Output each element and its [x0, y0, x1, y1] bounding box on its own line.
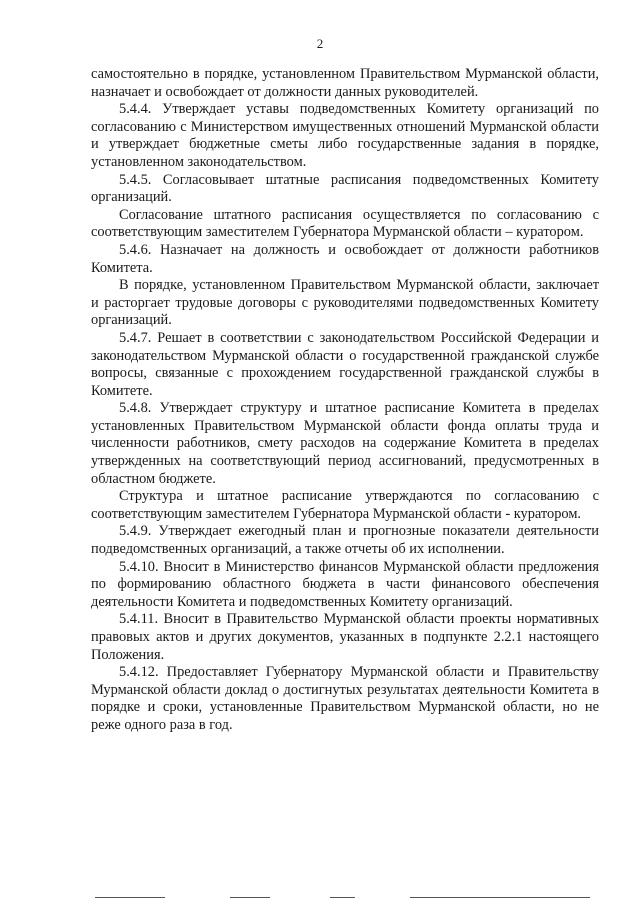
paragraph-continuation: самостоятельно в порядке, установленном Правительством Мурманской области, назначает и освобождает от должности данных руководителей. [91, 66, 599, 100]
paragraph-5-4-5: 5.4.5. Согласовывает штатные расписания подведомственных Комитету организаций. [91, 171, 599, 206]
paragraph-5-4-6-note: В порядке, установленном Правительством Мурманской области, заключает и расторгает трудовые договоры с руководителями подведомственных Комитету организаций. [91, 277, 599, 329]
paragraph-5-4-4: 5.4.4. Утверждает уставы подведомственных Комитету организаций по согласованию с Министерством имущественных отношений Мурманской области и утверждает бюджетные сметы либо государственные задания в порядке, установленном законодательством. [91, 101, 599, 170]
scan-artifact-line [95, 897, 165, 898]
page-number: 2 [316, 36, 324, 51]
document-body [91, 66, 599, 735]
paragraph-5-4-5-note: Согласование штатного расписания осуществляется по согласованию с соответствующим заместителем Губернатора Мурманской области – куратором. [91, 206, 599, 241]
paragraph-5-4-8: 5.4.8. Утверждает структуру и штатное расписание Комитета в пределах установленных Правительством Мурманской области фонда оплаты труда и численности работников, смету расходов на содержание Комитета в пределах утвержденных на соответствующий период ассигнований, предусмотренных в областном бюджете. [91, 400, 599, 487]
paragraph-5-4-10: 5.4.10. Вносит в Министерство финансов Мурманской области предложения по формированию областного бюджета в части финансового обеспечения деятельности Комитета и подведомственных Комитету организаций. [91, 558, 599, 610]
paragraph-5-4-11: 5.4.11. Вносит в Правительство Мурманской области проекты нормативных правовых актов и других документов, указанных в подпункте 2.2.1 настоящего Положения. [91, 611, 599, 663]
paragraph-5-4-7: 5.4.7. Решает в соответствии с законодательством Российской Федерации и законодательством Мурманской области о государственной гражданской службе вопросы, связанные с прохождением государственной гражданской службы в Комитете. [91, 329, 599, 399]
paragraph-5-4-8-note: Структура и штатное расписание утверждаются по согласованию с соответствующим заместителем Губернатора Мурманской области - куратором. [91, 488, 599, 522]
scan-artifact-line [410, 897, 590, 898]
paragraph-5-4-6: 5.4.6. Назначает на должность и освобождает от должности работников Комитета. [91, 241, 599, 276]
paragraph-5-4-9: 5.4.9. Утверждает ежегодный план и прогнозные показатели деятельности подведомственных организаций, а также отчеты об их исполнении. [91, 523, 599, 558]
scan-artifact-line [230, 897, 270, 898]
paragraph-5-4-12: 5.4.12. Предоставляет Губернатору Мурманской области и Правительству Мурманской области доклад о достигнутых результатах деятельности Комитета в порядке и сроки, установленные Правительством Мурманской области, но не реже одного раза в год. [91, 664, 599, 733]
scan-artifact-line [330, 897, 355, 898]
